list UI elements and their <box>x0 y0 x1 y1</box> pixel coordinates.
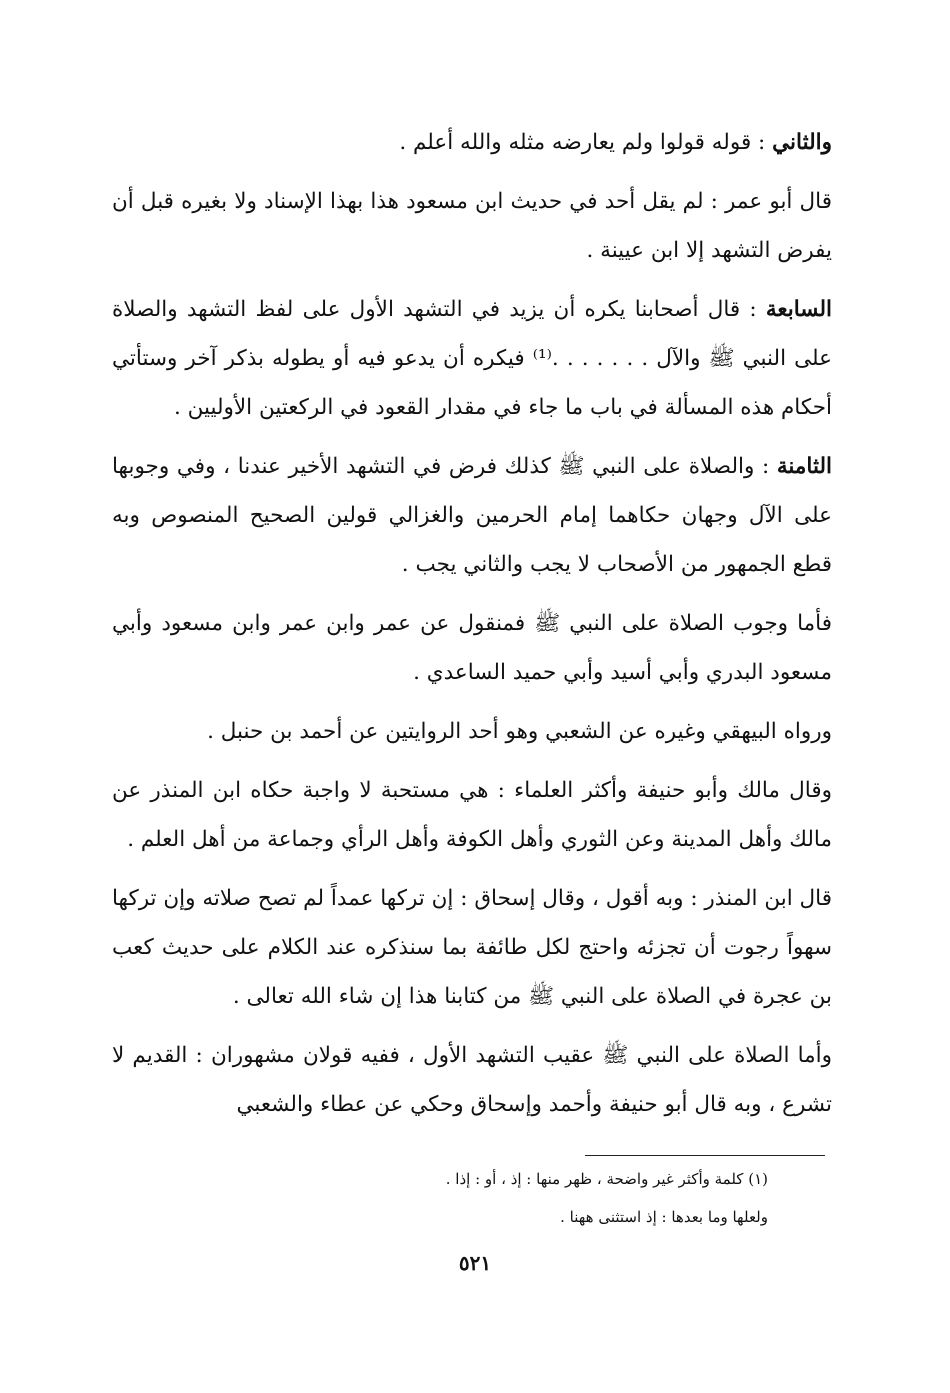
paragraph-heading: السابعة <box>765 297 832 322</box>
footnote-divider <box>585 1155 825 1156</box>
paragraph-1 <box>112 118 832 167</box>
paragraph-text: قال أبو عمر : لم يقل أحد في حديث ابن مسعود هذا بهذا الإسناد ولا بغيره قبل أن يفرض التشهد إلا ابن عيينة . <box>112 189 832 263</box>
paragraph-heading: والثاني <box>772 130 832 155</box>
paragraph-text: فأما وجوب الصلاة على النبي ﷺ فمنقول عن عمر وابن عمر وابن مسعود وأبي مسعود البدري وأبي أسيد وأبي حميد الساعدي . <box>112 611 832 685</box>
paragraph-text: وأما الصلاة على النبي ﷺ عقيب التشهد الأول ، ففيه قولان مشهوران : القديم لا تشرع ، وبه قال أبو حنيفة وأحمد وإسحاق وحكي عن عطاء والشعبي <box>112 1043 832 1117</box>
footnotes <box>300 1160 768 1236</box>
paragraph-text: ورواه البيهقي وغيره عن الشعبي وهو أحد الروايتين عن أحمد بن حنبل . <box>207 719 832 744</box>
paragraph-6 <box>112 707 832 756</box>
footnote-line-2: ولعلها وما بعدها : إذ استثنى ههنا . <box>560 1208 768 1226</box>
paragraph-2 <box>112 177 832 275</box>
paragraph-text: قال ابن المنذر : وبه أقول ، وقال إسحاق : إن تركها عمداً لم تصح صلاته وإن تركها سهواً رجوت أن تجزئه واحتج لكل طائفة بما سنذكره عند الكلام على حديث كعب بن عجرة في الصلاة على النبي ﷺ من كتابنا هذا إن شاء الله تعالى . <box>112 886 832 1009</box>
paragraph-text: : قال أصحابنا يكره أن يزيد في التشهد الأول على لفظ التشهد والصلاة على النبي ﷺ والآل . . . . . . .⁽¹⁾ فيكره أن يدعو فيه أو يطوله بذكر آخر وستأتي أحكام هذه المسألة في باب ما جاء في مقدار القعود في الركعتين الأوليين . <box>112 297 833 420</box>
paragraph-4 <box>112 442 832 589</box>
paragraph-text: وقال مالك وأبو حنيفة وأكثر العلماء : هي مستحبة لا واجبة حكاه ابن المنذر عن مالك وأهل المدينة وعن الثوري وأهل الكوفة وأهل الرأي وجماعة من أهل العلم . <box>112 778 832 852</box>
paragraph-9 <box>112 1031 832 1129</box>
paragraph-7 <box>112 766 832 864</box>
paragraph-text: : والصلاة على النبي ﷺ كذلك فرض في التشهد الأخير عندنا ، وفي وجوبها على الآل وجهان حكاهما إمام الحرمين والغزالي قولين الصحيح المنصوص وبه قطع الجمهور من الأصحاب لا يجب والثاني يجب . <box>112 454 832 577</box>
page-number: ٥٢١ <box>458 1251 492 1275</box>
paragraph-3 <box>112 285 832 432</box>
paragraph-text: : قوله قولوا ولم يعارضه مثله والله أعلم . <box>399 130 773 155</box>
footnote-line-1: (١) كلمة وأكثر غير واضحة ، ظهر منها : إذ ، أو : إذا . <box>445 1170 768 1188</box>
main-text <box>112 118 832 1139</box>
paragraph-heading: الثامنة <box>776 454 832 479</box>
paragraph-5 <box>112 599 832 697</box>
paragraph-8 <box>112 874 832 1021</box>
